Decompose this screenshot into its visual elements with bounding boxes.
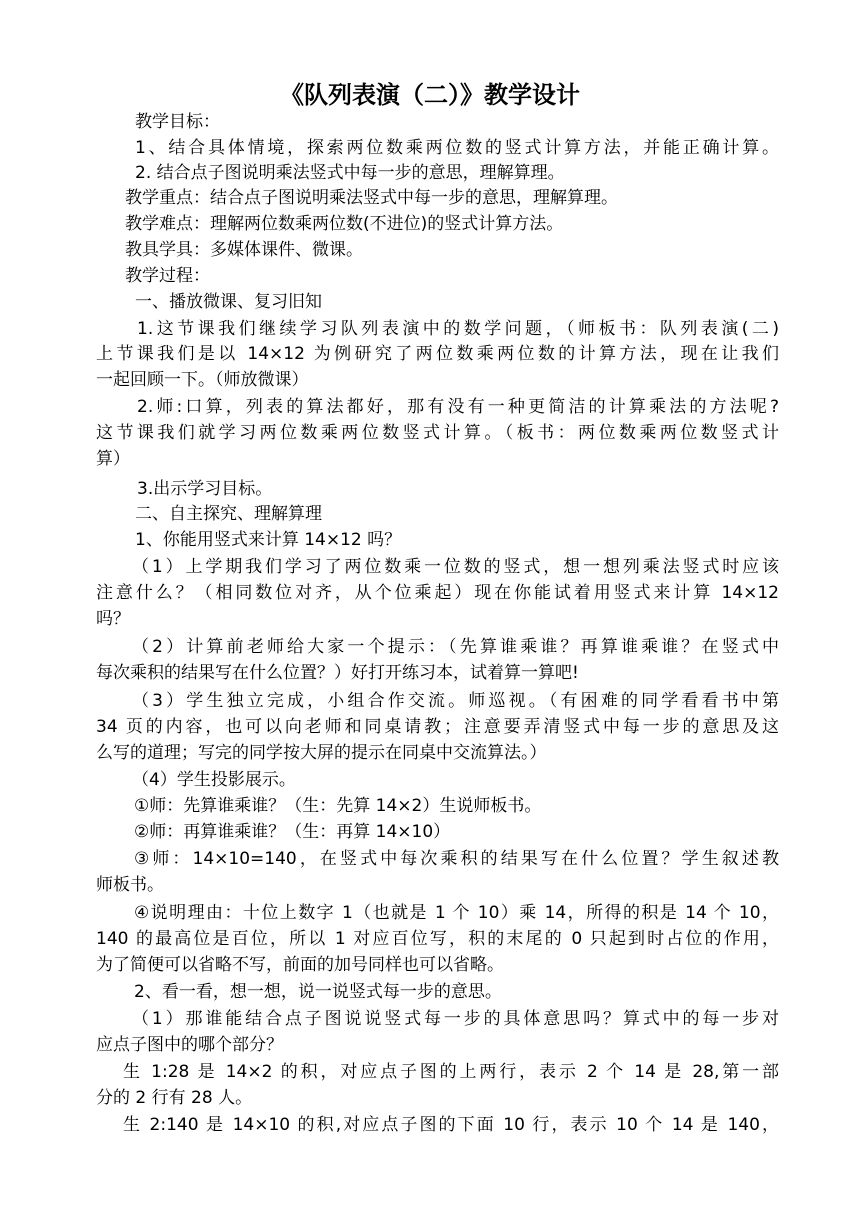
text-line: 教学目标： — [135, 112, 220, 132]
text-line: 1、你能用竖式来计算 14×12 吗？ — [135, 530, 402, 550]
text-line: 教具学具：多媒体课件、微课。 — [125, 240, 363, 260]
text-line: 1、结合具体情境，探索两位数乘两位数的竖式计算方法，并能正确计算。 — [135, 138, 779, 158]
text-line: （3）学生独立完成，小组合作交流。师巡视。（有困难的同学看看书中第 — [132, 691, 779, 711]
text-line: 教学难点：理解两位数乘两位数(不进位)的竖式计算方法。 — [125, 214, 564, 234]
text-line: 每次乘积的结果写在什么位置？）好打开练习本，试着算一算吧! — [96, 663, 579, 683]
text-line: 这节课我们就学习两位数乘两位数竖式计算。（板书：两位数乘两位数竖式计 — [96, 423, 779, 443]
text-line: 上节课我们是以 14×12 为例研究了两位数乘两位数的计算方法，现在让我们 — [96, 344, 779, 364]
text-line: 吗？ — [96, 609, 130, 629]
text-line: 生 1:28 是 14×2 的积，对应点子图的上两行，表示 2 个 14 是 28,第一部 — [123, 1062, 779, 1082]
text-line: 生 2:140 是 14×10 的积,对应点子图的下面 10 行，表示 10 个 14 是 140， — [123, 1115, 779, 1135]
text-line: 教学重点：结合点子图说明乘法竖式中每一步的意思，理解算理。 — [125, 188, 618, 208]
text-line: 2.师:口算，列表的算法都好，那有没有一种更简洁的计算乘法的方法呢? — [137, 397, 779, 417]
text-line: （4）学生投影展示。 — [132, 770, 296, 790]
text-line: 师板书。 — [96, 875, 164, 895]
text-line: 注意什么？（相同数位对齐，从个位乘起）现在你能试着用竖式来计算 14×12 — [96, 583, 779, 603]
text-line: 一起回顾一下。（师放微课） — [96, 370, 309, 390]
text-line: 34 页的内容，也可以向老师和同桌请教；注意要弄清竖式中每一步的意思及这 — [96, 717, 779, 737]
text-line: 为了简便可以省略不写，前面的加号同样也可以省略。 — [96, 955, 504, 975]
text-line: （2）计算前老师给大家一个提示：（先算谁乘谁？再算谁乘谁？在竖式中 — [132, 637, 779, 657]
text-line: 2、看一看，想一想，说一说竖式每一步的意思。 — [134, 982, 502, 1002]
text-line: 1.这节课我们继续学习队列表演中的数学问题，（师板书：队列表演(二) — [137, 319, 779, 339]
text-line: 么写的道理；写完的同学按大屏的提示在同桌中交流算法。） — [96, 743, 547, 763]
section-heading: 二、自主探究、理解算理 — [135, 504, 322, 524]
text-line: 3.出示学习目标。 — [137, 479, 273, 499]
text-line: ③师：14×10=140，在竖式中每次乘积的结果写在什么位置？学生叙述教 — [134, 849, 779, 869]
text-line: 教学过程： — [125, 266, 210, 286]
text-line: 140 的最高位是百位，所以 1 对应百位写，积的末尾的 0 只起到时占位的作用， — [96, 929, 779, 949]
text-line: ①师：先算谁乘谁？（生：先算 14×2）生说师板书。 — [134, 796, 542, 816]
text-line: 2. 结合点子图说明乘法竖式中每一步的意思，理解算理。 — [135, 163, 565, 183]
text-line: 分的 2 行有 28 人。 — [96, 1088, 253, 1108]
document-title: 《队列表演（二）》教学设计 — [280, 81, 580, 109]
section-heading: 一、播放微课、复习旧知 — [135, 292, 322, 312]
text-line: ②师：再算谁乘谁？（生：再算 14×10） — [134, 822, 451, 842]
text-line: ④说明理由：十位上数字 1（也就是 1 个 10）乘 14，所得的积是 14 个 10， — [134, 903, 779, 923]
text-line: （1）上学期我们学习了两位数乘一位数的竖式，想一想列乘法竖式时应该 — [132, 557, 779, 577]
text-line: 算） — [96, 449, 130, 469]
text-line: （1）那谁能结合点子图说说竖式每一步的具体意思吗？算式中的每一步对 — [132, 1009, 779, 1029]
text-line: 应点子图中的哪个部分？ — [96, 1035, 283, 1055]
